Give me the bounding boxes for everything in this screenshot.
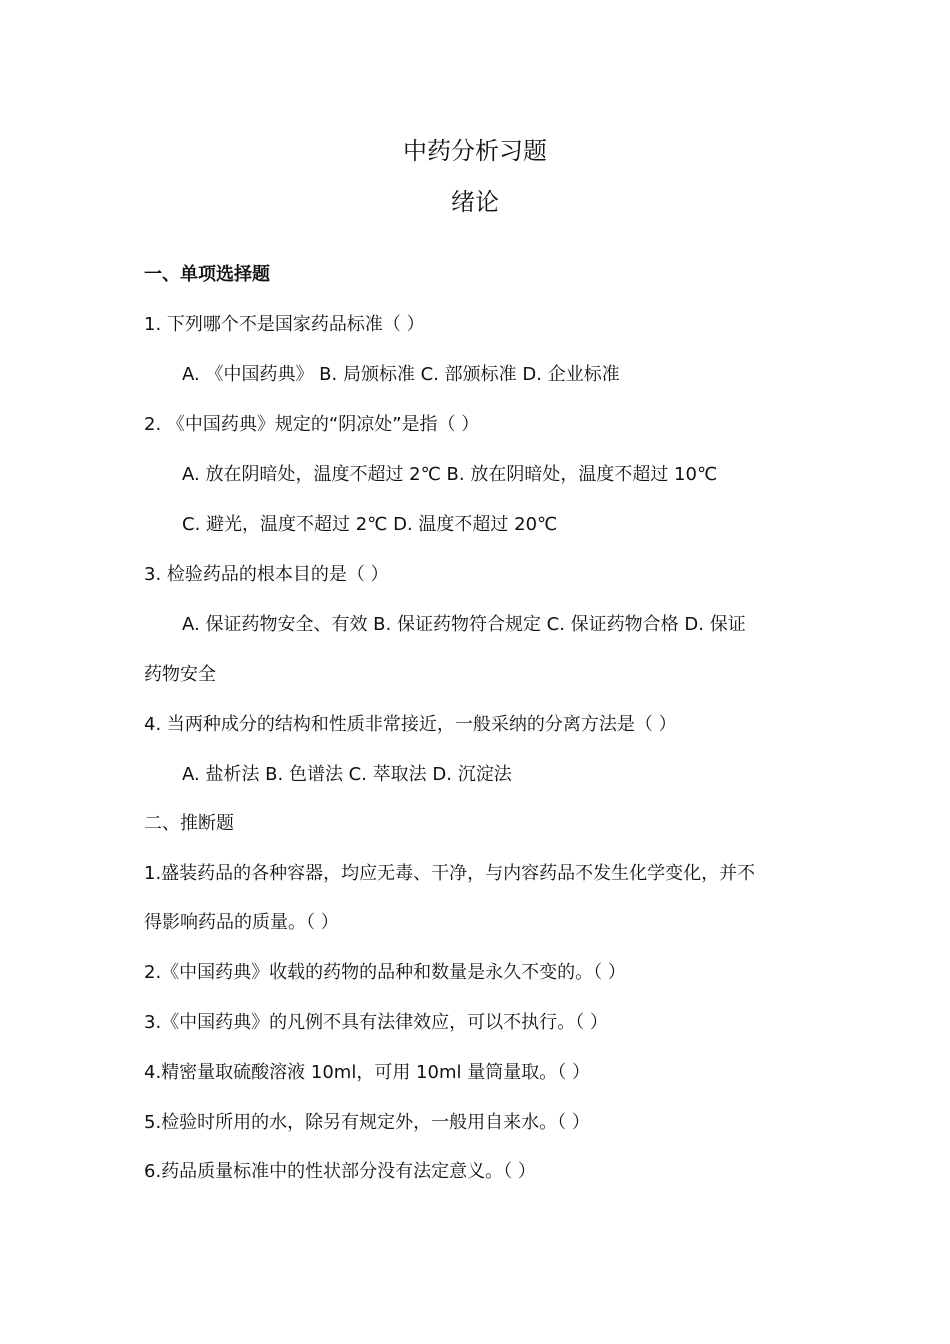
question-4-options: A. 盐析法 B. 色谱法 C. 萃取法 D. 沉淀法 [182, 764, 512, 785]
judgment-item-5: 5.检验时所用的水，除另有规定外，一般用自来水。（ ） [144, 1112, 590, 1133]
question-3-stem: 3. 检验药品的根本目的是（ ） [144, 564, 389, 585]
section-heading-judgment: 二、推断题 [144, 813, 234, 834]
judgment-item-6: 6.药品质量标准中的性状部分没有法定意义。（ ） [144, 1161, 536, 1182]
judgment-item-3: 3.《中国药典》的凡例不具有法律效应，可以不执行。（ ） [144, 1012, 608, 1033]
question-2-options-line-2: C. 避光，温度不超过 2℃ D. 温度不超过 20℃ [182, 514, 558, 535]
section-heading-single-choice: 一、单项选择题 [144, 264, 270, 285]
judgment-item-1: 1.盛装药品的各种容器，均应无毒、干净，与内容药品不发生化学变化，并不 [144, 863, 756, 884]
question-4-stem: 4. 当两种成分的结构和性质非常接近，一般采纳的分离方法是（ ） [144, 714, 677, 735]
document-title: 中药分析习题 [403, 137, 547, 165]
judgment-item-2: 2.《中国药典》收载的药物的品种和数量是永久不变的。（ ） [144, 962, 626, 983]
question-1-stem: 1. 下列哪个不是国家药品标准（ ） [144, 314, 425, 335]
judgment-item-1-continuation: 得影响药品的质量。（ ） [144, 912, 339, 933]
judgment-item-4: 4.精密量取硫酸溶液 10ml，可用 10ml 量筒量取。（ ） [144, 1062, 590, 1083]
question-3-options: A. 保证药物安全、有效 B. 保证药物符合规定 C. 保证药物合格 D. 保证 [182, 614, 746, 635]
question-3-options-continuation: 药物安全 [144, 664, 216, 685]
chapter-title: 绪论 [451, 188, 499, 216]
question-1-options: A. 《中国药典》 B. 局颁标准 C. 部颁标准 D. 企业标准 [182, 364, 620, 385]
question-2-stem: 2. 《中国药典》规定的“阴凉处”是指（ ） [144, 414, 480, 435]
question-2-options-line-1: A. 放在阴暗处，温度不超过 2℃ B. 放在阴暗处，温度不超过 10℃ [182, 464, 718, 485]
